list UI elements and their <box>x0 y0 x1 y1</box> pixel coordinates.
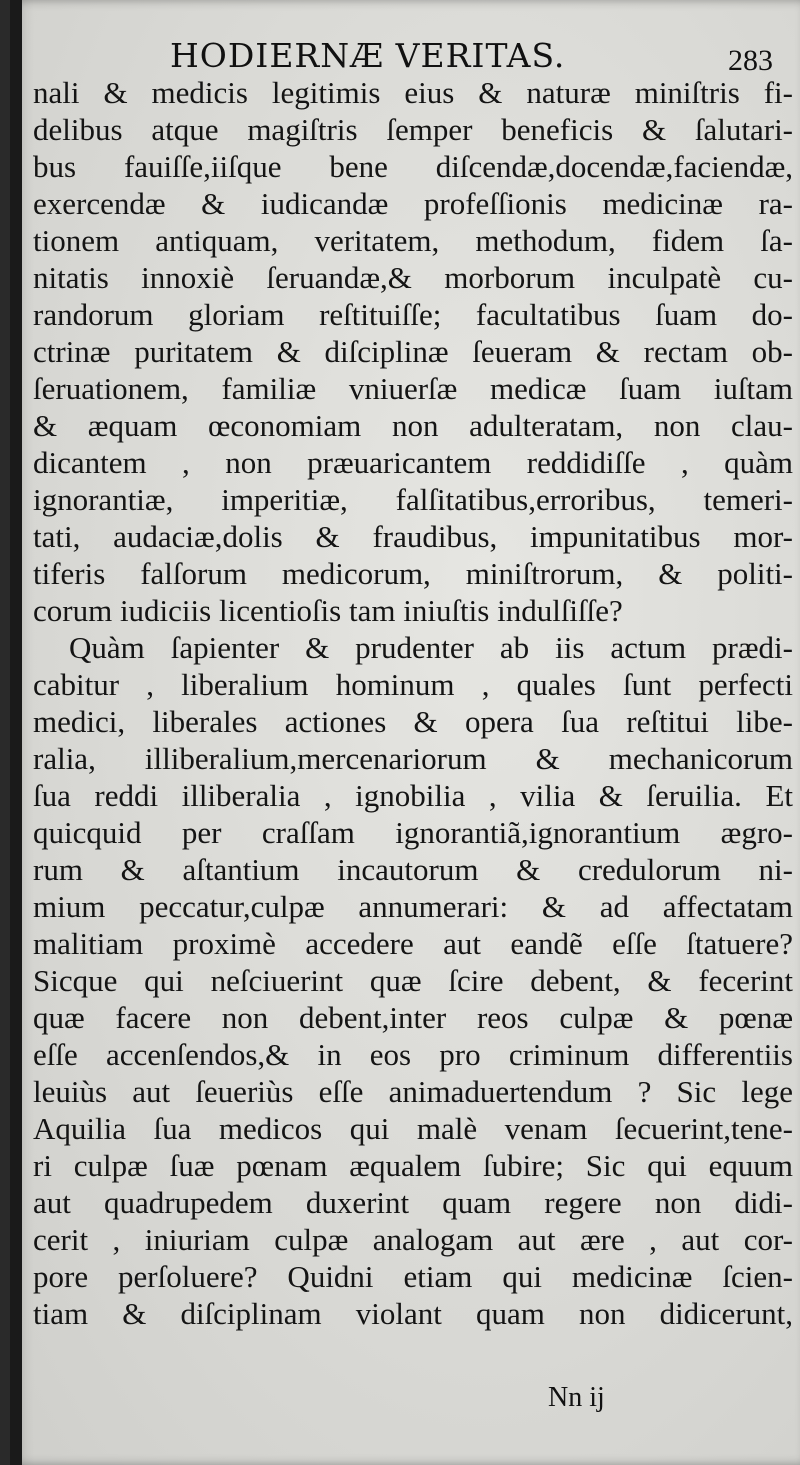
text-line: rum & aſtantium incautorum & credulorum ni- <box>33 852 793 887</box>
page-number: 283 <box>728 44 773 77</box>
text-line: quæ facere non debent,inter reos culpæ & pœnæ <box>33 1000 793 1035</box>
signature-mark: Nn ij <box>548 1382 605 1413</box>
text-line: quicquid per craſſam ignorantiã,ignorantium ægro- <box>33 815 793 850</box>
text-line: ralia, illiberalium,mercenariorum & mechanicorum <box>33 741 793 776</box>
text-line: tiam & diſciplinam violant quam non didicerunt, <box>33 1296 793 1331</box>
text-line: delibus atque magiſtris ſemper beneficis & ſalutari- <box>33 112 793 147</box>
text-line: Sicque qui neſciuerint quæ ſcire debent, & fecerint <box>33 963 793 998</box>
text-line: ſeruationem, familiæ vniuerſæ medicæ ſuam iuſtam <box>33 371 793 406</box>
text-line: nali & medicis legitimis eius & naturæ miniſtris fi- <box>33 75 793 110</box>
text-line: nitatis innoxiè ſeruandæ,& morborum inculpatè cu- <box>33 260 793 295</box>
text-line: Aquilia ſua medicos qui malè venam ſecuerint,tene- <box>33 1111 793 1146</box>
text-line: eſſe accenſendos,& in eos pro criminum differentiis <box>33 1037 793 1072</box>
text-line: dicantem , non præuaricantem reddidiſſe , quàm <box>33 445 793 480</box>
text-line: cabitur , liberalium hominum , quales ſunt perfecti <box>33 667 793 702</box>
body-text <box>33 74 793 1332</box>
text-line: ctrinæ puritatem & diſciplinæ ſeueram & rectam ob- <box>33 334 793 369</box>
text-line: tionem antiquam, veritatem, methodum, fidem ſa- <box>33 223 793 258</box>
text-line: pore perſoluere? Quidni etiam qui medicinæ ſcien- <box>33 1259 793 1294</box>
paragraph-start-line: Quàm ſapienter & prudenter ab iis actum prædi- <box>69 630 793 665</box>
text-line: ſua reddi illiberalia , ignobilia , vilia & ſeruilia. Et <box>33 778 793 813</box>
text-line: cerit , iniuriam culpæ analogam aut ære , aut cor- <box>33 1222 793 1257</box>
text-line: bus fauiſſe,iiſque bene diſcendæ,docendæ,faciendæ, <box>33 149 793 184</box>
text-line: mium peccatur,culpæ annumerari: & ad affectatam <box>33 889 793 924</box>
text-line: ri culpæ ſuæ pœnam æqualem ſubire; Sic qui equum <box>33 1148 793 1183</box>
page-gutter-shadow <box>10 0 22 1465</box>
signature-line <box>0 1382 800 1422</box>
text-line: malitiam proximè accedere aut eandẽ eſſe ſtatuere? <box>33 926 793 961</box>
text-line: ignorantiæ, imperitiæ, falſitatibus,erroribus, temeri- <box>33 482 793 517</box>
text-line: & æquam œconomiam non adulteratam, non clau- <box>33 408 793 443</box>
running-head: HODIERNÆ VERITAS. <box>170 36 566 75</box>
text-line: tiferis falſorum medicorum, miniſtrorum, & politi- <box>33 556 793 591</box>
text-line: leuiùs aut ſeueriùs eſſe animaduertendum ? Sic lege <box>33 1074 793 1109</box>
text-line: aut quadrupedem duxerint quam regere non didi- <box>33 1185 793 1220</box>
text-line: tati, audaciæ,dolis & fraudibus, impunitatibus mor- <box>33 519 793 554</box>
text-line: medici, liberales actiones & opera ſua reſtitui libe- <box>33 704 793 739</box>
text-line: randorum gloriam reſtituiſſe; facultatibus ſuam do- <box>33 297 793 332</box>
text-line: exercendæ & iudicandæ profeſſionis medicinæ ra- <box>33 186 793 221</box>
text-line: corum iudiciis licentioſis tam iniuſtis indulſiſſe? <box>33 593 623 628</box>
